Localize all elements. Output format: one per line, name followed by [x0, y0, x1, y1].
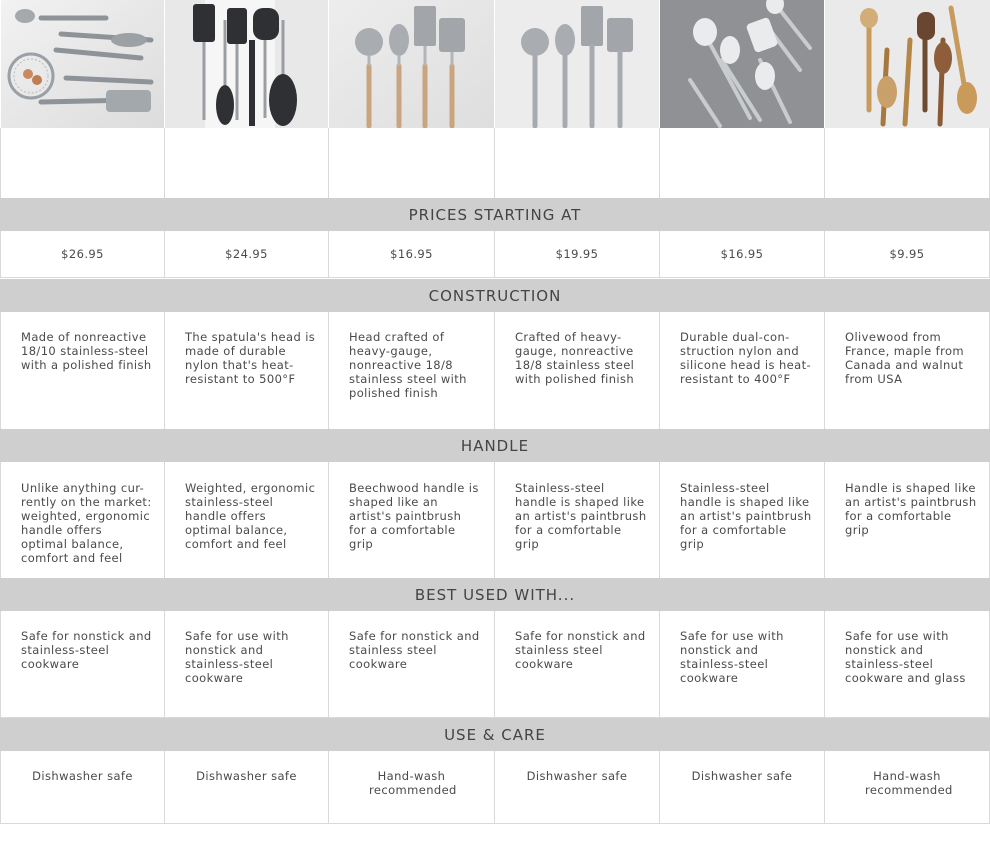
construction-text: Durable dual-con-struction nylon and silicone head is heat-resistant to 400°F [680, 330, 812, 386]
handle-cell [659, 462, 824, 579]
best-used-text: Safe for nonstick and stainless-steel cookware [21, 629, 152, 671]
use-care-text: Hand-wash recommended [369, 769, 457, 797]
construction-text: Olivewood from France, maple from Canada and walnut from USA [845, 330, 964, 386]
best-used-row [0, 611, 990, 718]
section-header-best-used: BEST USED WITH... [0, 578, 990, 611]
construction-cell [164, 312, 328, 430]
product-images-row [0, 0, 990, 128]
use-care-text: Hand-wash recommended [865, 769, 953, 797]
price-value: $9.95 [889, 247, 925, 261]
construction-text: Made of nonreactive 18/10 stainless-steel with a polished finish [21, 330, 152, 372]
use-care-cell [328, 751, 494, 824]
product-image-4[interactable] [494, 0, 659, 128]
blank-cell [0, 128, 164, 198]
price-cell [824, 231, 990, 278]
use-care-text: Dishwasher safe [526, 769, 628, 783]
handle-cell [0, 462, 164, 579]
construction-cell [0, 312, 164, 430]
section-header-handle: HANDLE [0, 429, 990, 462]
blank-cell [328, 128, 494, 198]
construction-cell [328, 312, 494, 430]
blank-cell [494, 128, 659, 198]
handle-text: Beechwood handle is shaped like an artist's paintbrush for a comfortable grip [349, 481, 479, 551]
blank-cell [164, 128, 328, 198]
construction-cell [824, 312, 990, 430]
construction-text: Head crafted of heavy-gauge, nonreactive 18/8 stainless steel with polished finish [349, 330, 467, 400]
best-used-text: Safe for nonstick and stainless steel cookware [515, 629, 646, 671]
construction-text: The spatula's head is made of durable nylon that's heat-resistant to 500°F [185, 330, 316, 386]
blank-cell [659, 128, 824, 198]
handle-text: Unlike anything cur-rently on the market: weighted, ergonomic handle offers optimal balance, comfort and feel [21, 481, 152, 565]
use-care-text: Dishwasher safe [196, 769, 297, 783]
best-used-cell [164, 611, 328, 718]
use-care-text: Dishwasher safe [691, 769, 793, 783]
product-image-1[interactable] [0, 0, 164, 128]
best-used-cell [494, 611, 659, 718]
price-cell [494, 231, 659, 278]
construction-text: Crafted of heavy-gauge, nonreactive 18/8 stainless steel with polished finish [515, 330, 635, 386]
use-care-text: Dishwasher safe [32, 769, 133, 783]
use-care-cell [164, 751, 328, 824]
construction-cell [494, 312, 659, 430]
handle-cell [824, 462, 990, 579]
handle-cell [494, 462, 659, 579]
price-value: $16.95 [390, 247, 433, 261]
best-used-cell [659, 611, 824, 718]
section-header-construction: CONSTRUCTION [0, 279, 990, 312]
blank-row [0, 128, 990, 198]
handle-text: Stainless-steel handle is shaped like an artist's paintbrush for a comfortable grip [680, 481, 812, 551]
best-used-cell [328, 611, 494, 718]
blank-cell [824, 128, 990, 198]
best-used-text: Safe for use with nonstick and stainless-steel cookware [680, 629, 784, 685]
section-header-prices: PRICES STARTING AT [0, 198, 990, 231]
best-used-text: Safe for nonstick and stainless steel cookware [349, 629, 480, 671]
price-cell [328, 231, 494, 278]
prices-row [0, 231, 990, 278]
use-care-cell [824, 751, 990, 824]
price-value: $16.95 [720, 247, 764, 261]
section-header-use-care: USE & CARE [0, 718, 990, 751]
price-cell [0, 231, 164, 278]
handle-cell [328, 462, 494, 579]
use-care-cell [659, 751, 824, 824]
product-image-6[interactable] [824, 0, 990, 128]
price-value: $19.95 [555, 247, 599, 261]
price-cell [659, 231, 824, 278]
use-care-row [0, 751, 990, 824]
construction-cell [659, 312, 824, 430]
best-used-text: Safe for use with nonstick and stainless-steel cookware [185, 629, 289, 685]
best-used-cell [824, 611, 990, 718]
use-care-cell [494, 751, 659, 824]
product-image-5[interactable] [659, 0, 824, 128]
price-value: $24.95 [225, 247, 268, 261]
handle-row [0, 462, 990, 579]
best-used-cell [0, 611, 164, 718]
price-value: $26.95 [61, 247, 104, 261]
handle-text: Handle is shaped like an artist's paintbrush for a comfortable grip [845, 481, 977, 537]
use-care-cell [0, 751, 164, 824]
handle-text: Weighted, ergonomic stainless-steel handle offers optimal balance, comfort and feel [185, 481, 316, 551]
handle-text: Stainless-steel handle is shaped like an artist's paintbrush for a comfortable grip [515, 481, 647, 551]
handle-cell [164, 462, 328, 579]
best-used-text: Safe for use with nonstick and stainless-steel cookware and glass [845, 629, 966, 685]
product-image-3[interactable] [328, 0, 494, 128]
price-cell [164, 231, 328, 278]
product-image-2[interactable] [164, 0, 328, 128]
construction-row [0, 312, 990, 430]
